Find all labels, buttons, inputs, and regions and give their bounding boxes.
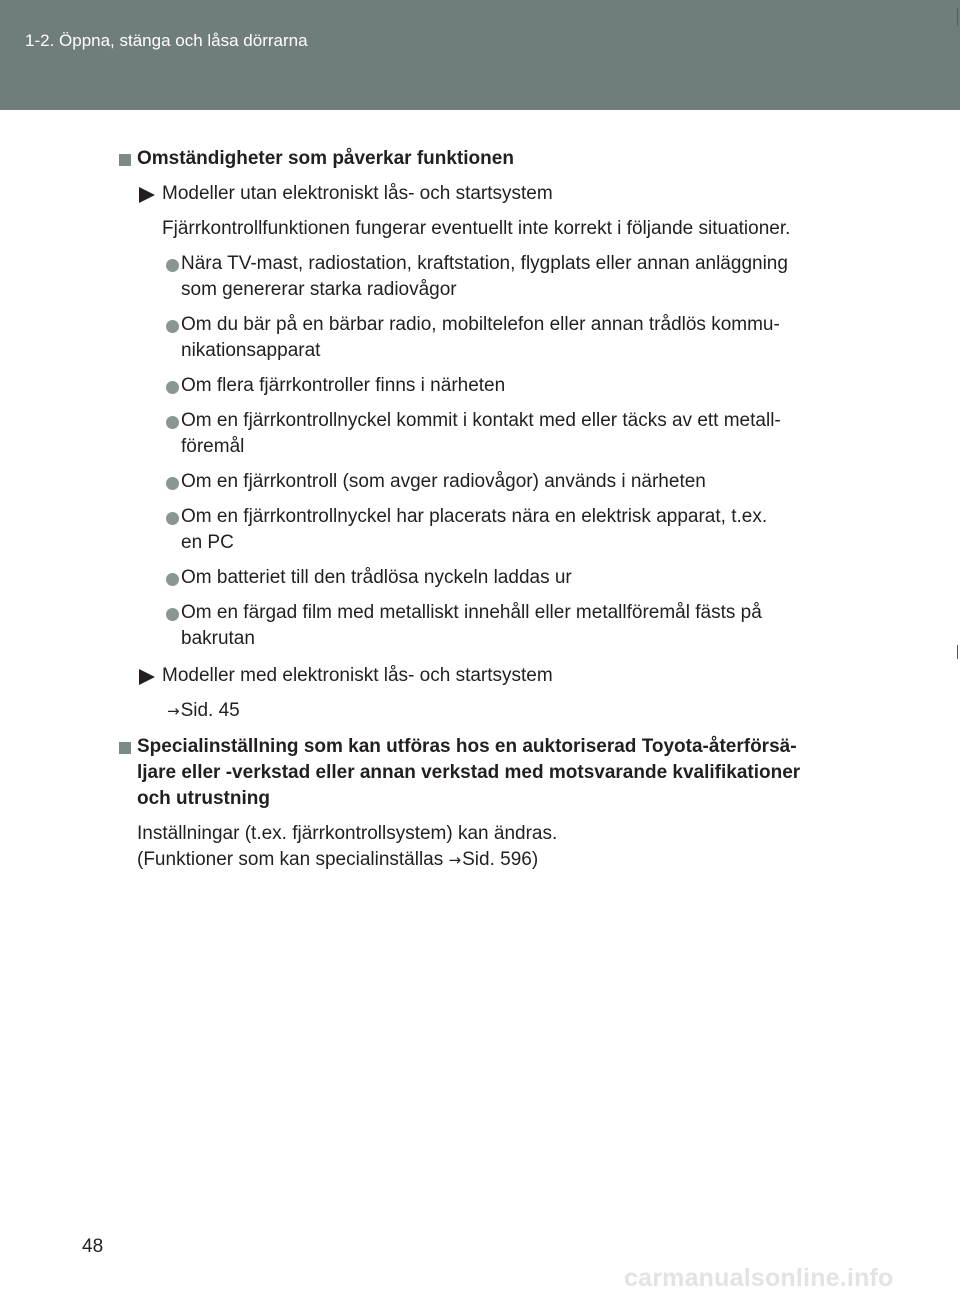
arrow-right-icon: → (448, 851, 462, 869)
bullet-dot-icon (166, 259, 179, 272)
reference-text: Sid. 45 (180, 700, 240, 721)
section-heading: Omständigheter som påverkar funktionen (137, 148, 514, 169)
watermark: carmanualsonline.info (624, 1264, 894, 1292)
arrow-right-icon: → (167, 702, 180, 720)
crop-mark (957, 8, 958, 26)
reference-text: Sid. 596) (462, 849, 539, 870)
triangle-arrow-icon (139, 669, 155, 685)
body-text: Inställningar (t.ex. fjärrkontrollsystem) kan ändras. (137, 823, 558, 844)
chapter-header (0, 0, 960, 110)
bullet-dot-icon (166, 381, 179, 394)
bullet-text: Om batteriet till den trådlösa nyckeln laddas ur (181, 567, 572, 588)
section-heading: ljare eller -verkstad eller annan verkstad med motsvarande kvalifikationer (137, 762, 801, 783)
bullet-dot-icon (166, 416, 179, 429)
section-title: 1-2. Öppna, stänga och låsa dörrarna (25, 31, 308, 50)
body-text-prefix: (Funktioner som kan specialinställas (137, 849, 449, 870)
triangle-arrow-icon (139, 187, 155, 203)
bullet-text: Om en fjärrkontrollnyckel kommit i kontakt med eller täcks av ett metall- (181, 410, 781, 431)
bullet-text: som genererar starka radiovågor (181, 279, 457, 300)
page-reference (167, 700, 240, 722)
bullet-text: nikationsapparat (181, 340, 321, 361)
bullet-dot-icon (166, 608, 179, 621)
bullet-text: Om en fjärrkontrollnyckel har placerats nära en elektrisk apparat, t.ex. (181, 506, 768, 527)
section-heading: och utrustning (137, 788, 270, 809)
bullet-text: bakrutan (181, 628, 255, 649)
bullet-dot-icon (166, 573, 179, 586)
body-text (137, 849, 538, 871)
model-condition: Modeller utan elektroniskt lås- och startsystem (162, 183, 553, 204)
section-heading: Specialinställning som kan utföras hos en auktoriserad Toyota-återförsä- (137, 736, 797, 757)
bullet-text: Om du bär på en bärbar radio, mobiltelefon eller annan trådlös kommu- (181, 314, 780, 335)
intro-text: Fjärrkontrollfunktionen fungerar eventuellt inte korrekt i följande situationer. (162, 218, 791, 239)
bullet-text: Om en färgad film med metalliskt innehåll eller metallföremål fästs på (181, 602, 762, 623)
crop-mark (957, 645, 958, 659)
page-number: 48 (82, 1236, 104, 1257)
square-bullet-icon (119, 154, 131, 166)
bullet-text: föremål (181, 436, 245, 457)
bullet-text: Om flera fjärrkontroller finns i närheten (181, 375, 506, 396)
bullet-dot-icon (166, 477, 179, 490)
model-condition: Modeller med elektroniskt lås- och startsystem (162, 665, 553, 686)
bullet-text: Om en fjärrkontroll (som avger radiovågor) används i närheten (181, 471, 706, 492)
bullet-dot-icon (166, 512, 179, 525)
bullet-dot-icon (166, 320, 179, 333)
bullet-text: en PC (181, 532, 234, 553)
square-bullet-icon (119, 742, 131, 754)
bullet-text: Nära TV-mast, radiostation, kraftstation, flygplats eller annan anläggning (181, 253, 788, 274)
